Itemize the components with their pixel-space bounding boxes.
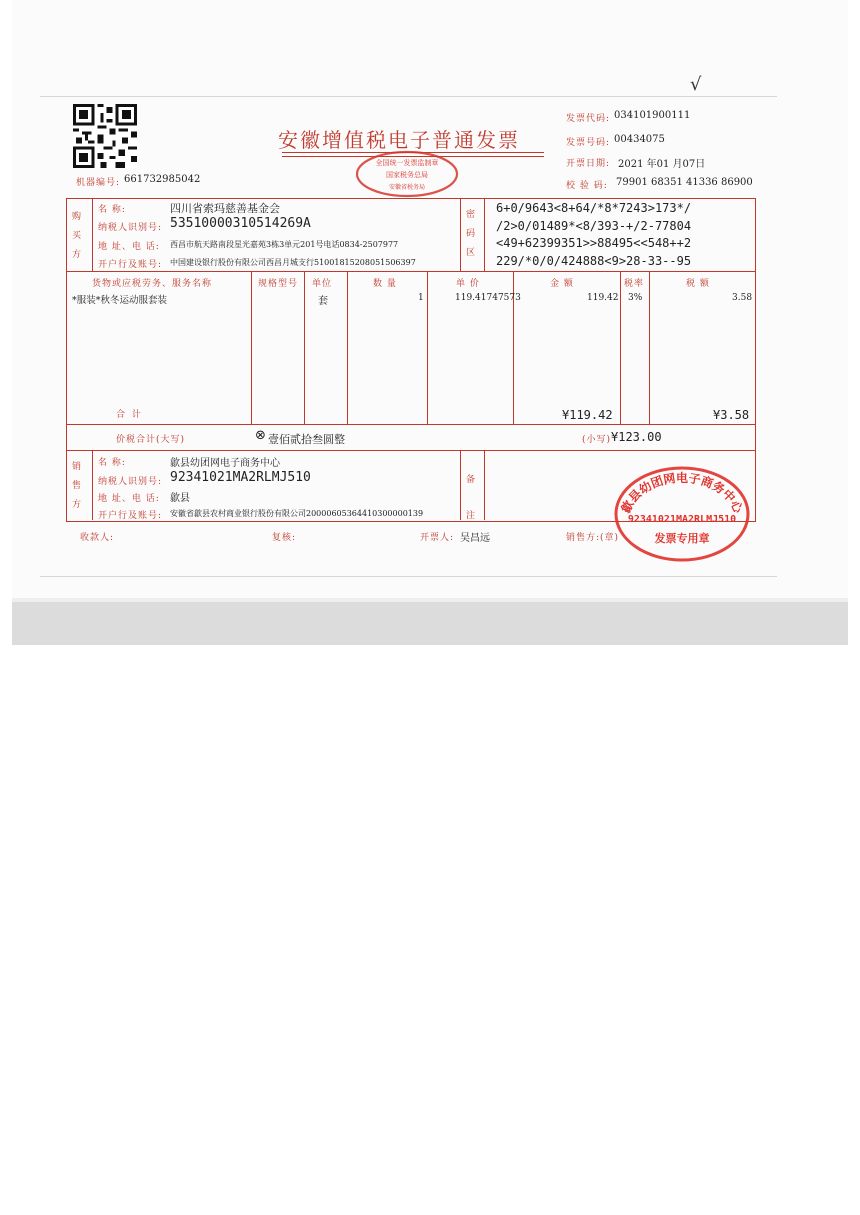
col-header-tax: 税 额 (686, 279, 710, 289)
check-code-label: 校 验 码: (566, 181, 608, 191)
cipher-side-label: 密码区 (466, 210, 477, 258)
buyer-bank-label: 开户行及账号: (98, 260, 163, 270)
invoice-number-label: 发票号码: (566, 138, 611, 148)
col-divider (484, 199, 485, 271)
paper-bottom-edge (40, 576, 777, 577)
col-divider (304, 272, 305, 424)
item-unit: 套 (318, 296, 328, 307)
seller-tax-id: 92341021MA2RLMJ510 (170, 470, 311, 485)
row-divider (66, 424, 755, 425)
item-name: *服装*秋冬运动服套装 (72, 295, 168, 306)
invoice-code-label: 发票代码: (566, 114, 611, 124)
reviewer-label: 复核: (272, 533, 297, 543)
grand-total-words-label: 价税合计(大写) (116, 435, 186, 445)
payee-label: 收款人: (80, 533, 115, 543)
seller-name-label: 名 称: (98, 458, 126, 468)
seal-tax-id: 92341021MA2RLMJ510 (627, 514, 737, 525)
cipher-line: /2>0/01489*<8/393-+/2-77804 (496, 218, 692, 233)
machine-no: 661732985042 (124, 174, 201, 185)
invoice-number: 00434075 (614, 134, 665, 145)
buyer-address-label: 地 址、电 话: (98, 242, 160, 252)
col-divider (427, 272, 428, 424)
row-divider (66, 271, 755, 272)
grand-total-small: ¥123.00 (611, 430, 662, 444)
cipher-line: <49+62399351>>88495<<548++2 (496, 236, 692, 250)
total-amount: ¥119.42 (562, 408, 613, 422)
machine-no-label: 机器编号: (76, 178, 121, 188)
scanner-bed-shadow (12, 602, 848, 645)
seller-invoice-seal-icon (612, 464, 752, 564)
invoice-date-label: 开票日期: (566, 159, 611, 169)
total-tax: ¥3.58 (713, 408, 750, 422)
seal-company-name: 歙县幼团网电子商务中心 (618, 471, 746, 516)
buyer-tax-id-label: 纳税人识别号: (98, 223, 163, 233)
cipher-line: 229/*0/0/424888<9>28-33--95 (496, 253, 692, 268)
cipher-area (496, 200, 691, 270)
drawer-label: 开票人: (420, 533, 455, 543)
col-divider (347, 272, 348, 424)
item-rate: 3% (628, 293, 643, 303)
seller-tax-id-label: 纳税人识别号: (98, 477, 163, 487)
col-divider (649, 272, 650, 424)
check-mark-icon: √ (690, 74, 702, 95)
buyer-address: 西昌市航天路南段星光嘉苑3栋3单元201号电话0834-2507977 (170, 240, 399, 249)
seller-bank: 安徽省歙县农村商业银行股份有限公司20000605364410300000139 (170, 509, 424, 518)
col-divider (460, 451, 461, 520)
cross-circle-icon: ⊗ (255, 428, 266, 443)
seller-address-label: 地 址、电 话: (98, 494, 160, 504)
seller-address: 歙县 (170, 493, 190, 504)
col-header-spec: 规格型号 (258, 279, 299, 289)
buyer-name-label: 名 称: (98, 205, 126, 215)
invoice-date: 2021 年01 月07日 (618, 159, 706, 170)
row-divider (66, 450, 755, 451)
remark-label: 备注 (466, 475, 477, 521)
col-header-unit: 单位 (312, 279, 333, 289)
col-divider (460, 199, 461, 271)
total-label: 合 计 (116, 410, 143, 420)
grand-total-small-label: (小写) (582, 435, 612, 445)
col-header-price: 单 价 (456, 279, 480, 289)
seal-type: 发票专用章 (654, 532, 710, 545)
seller-stamp-label: 销售方:(章) (566, 533, 620, 543)
col-header-qty: 数 量 (373, 279, 397, 289)
buyer-side-label: 购买方 (72, 212, 83, 260)
col-divider (92, 199, 93, 271)
drawer-name: 吴昌远 (460, 533, 490, 544)
tax-bureau-seal-icon (355, 150, 459, 198)
seller-name: 歙县幼团网电子商务中心 (170, 458, 280, 469)
col-header-name: 货物或应税劳务、服务名称 (92, 279, 213, 289)
buyer-bank: 中国建设银行股份有限公司西昌月城支行51001815208051506397 (170, 258, 416, 267)
item-price: 119.41747573 (455, 293, 521, 303)
invoice-code: 034101900111 (614, 110, 691, 121)
item-tax: 3.58 (732, 293, 753, 303)
qr-code-icon (73, 104, 137, 168)
invoice-title: 安徽增值税电子普通发票 (278, 128, 520, 152)
buyer-name: 四川省索玛慈善基金会 (170, 202, 280, 215)
seller-side-label: 销售方 (72, 462, 83, 510)
seal-text-3: 安徽省税务局 (388, 184, 426, 191)
seal-text-1: 全国统一发票监制章 (375, 159, 439, 167)
col-divider (251, 272, 252, 424)
cipher-line: 6+0/9643<8+64/*8*7243>173*/ (496, 201, 692, 215)
buyer-tax-id: 53510000310514269A (170, 216, 311, 231)
col-divider (484, 451, 485, 520)
item-amount: 119.42 (587, 293, 619, 303)
item-qty: 1 (418, 293, 424, 303)
check-code: 79901 68351 41336 86900 (616, 177, 753, 188)
col-divider (620, 272, 621, 424)
seal-text-2: 国家税务总局 (386, 171, 428, 179)
seller-bank-label: 开户行及账号: (98, 511, 163, 521)
col-divider (92, 451, 93, 520)
col-header-rate: 税率 (624, 279, 645, 289)
grand-total-words: 壹佰贰拾叁圆整 (268, 433, 345, 446)
col-header-amount: 金 额 (550, 279, 574, 289)
svg-text:歙县幼团网电子商务中心 (618, 470, 747, 516)
paper-top-edge (40, 96, 777, 97)
